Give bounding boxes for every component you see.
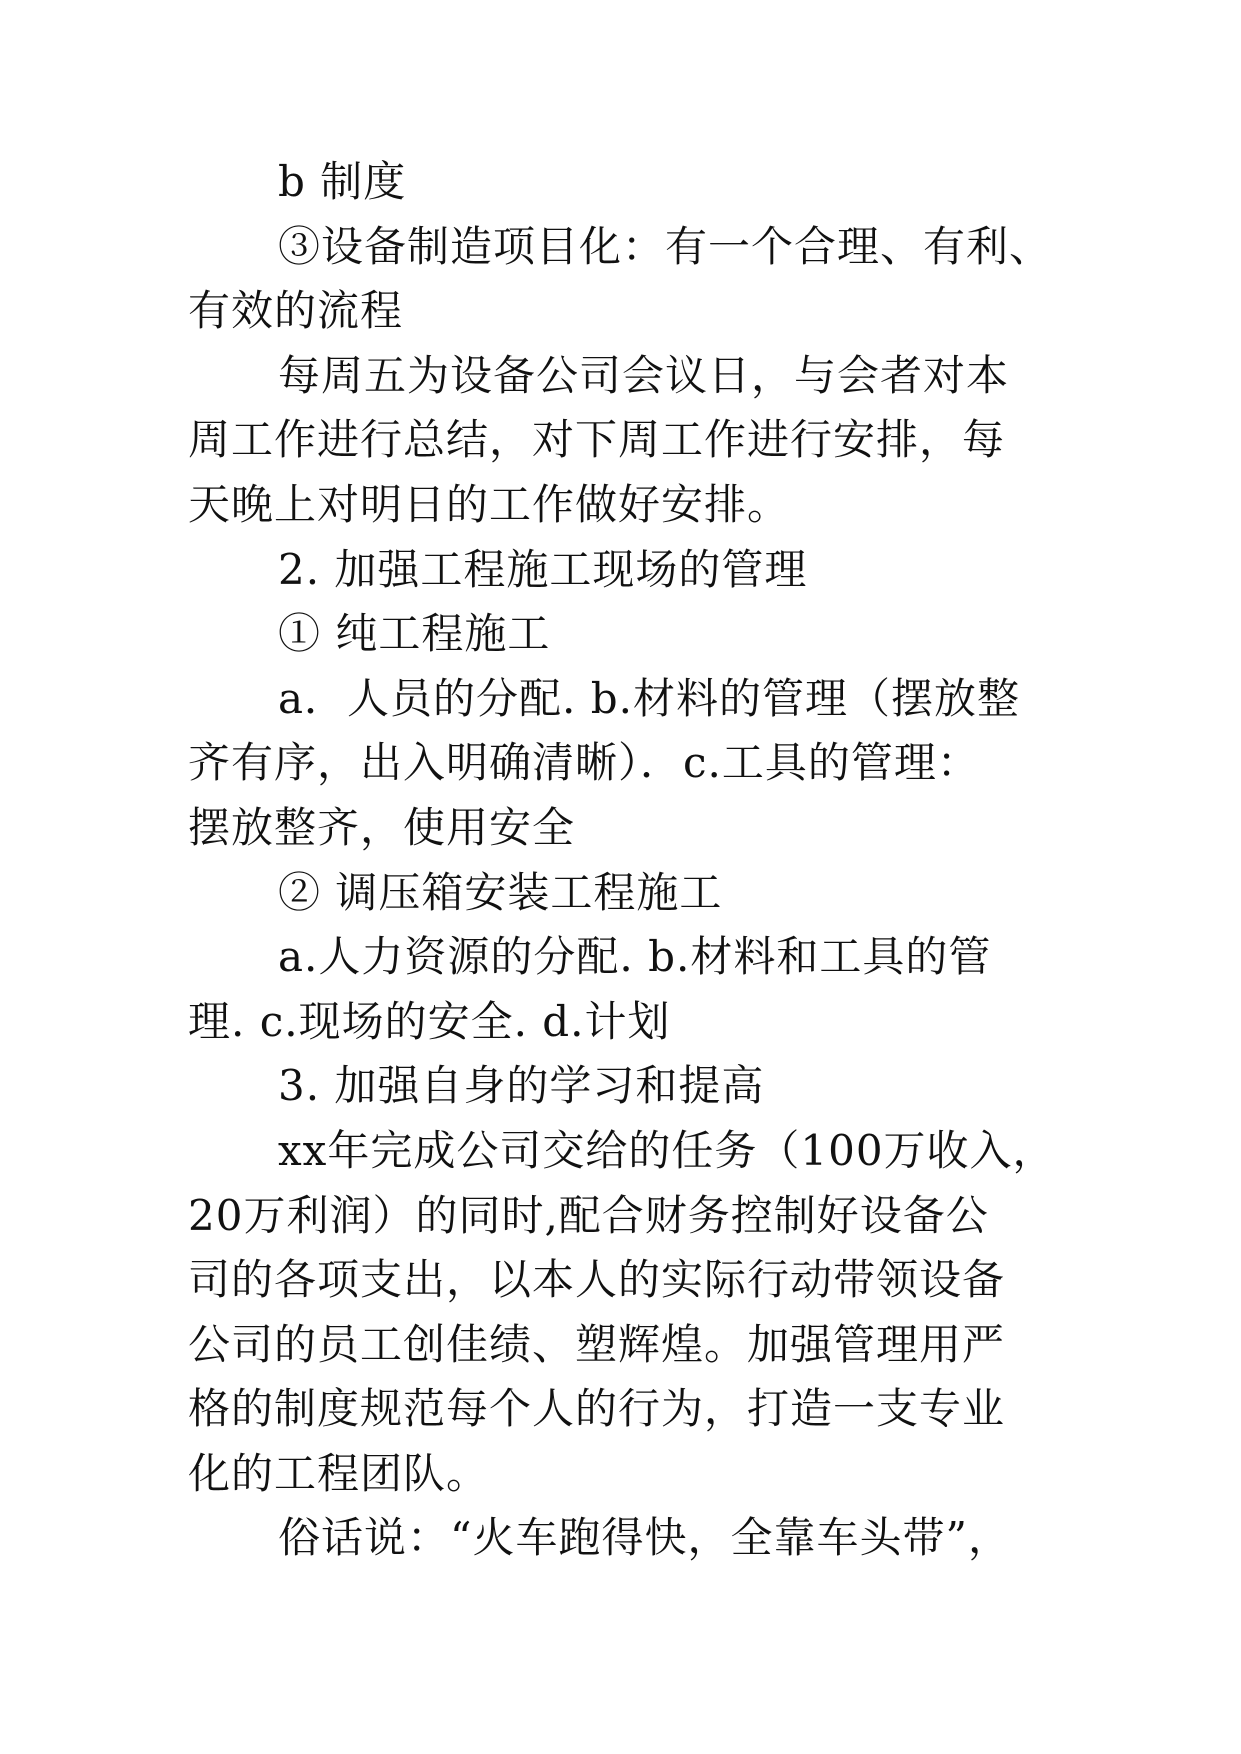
text-line: 20万利润）的同时,配合财务控制好设备公 bbox=[188, 1190, 989, 1240]
document-body bbox=[188, 150, 1060, 1571]
text-line: 2. 加强工程施工现场的管理 bbox=[278, 544, 808, 594]
text-line: 周工作进行总结，对下周工作进行安排，每 bbox=[188, 415, 1006, 465]
text-line: ① 纯工程施工 bbox=[278, 609, 551, 659]
text-line: 格的制度规范每个人的行为，打造一支专业 bbox=[188, 1384, 1006, 1434]
text-line: b 制度 bbox=[278, 157, 407, 206]
text-line: xx年完成公司交给的任务（100万收入， bbox=[278, 1125, 1056, 1175]
text-line: 摆放整齐，使用安全 bbox=[188, 802, 576, 852]
text-line: 每周五为设备公司会议日，与会者对本 bbox=[278, 350, 1010, 400]
text-line: 公司的员工创佳绩、塑辉煌。加强管理用严 bbox=[188, 1319, 1006, 1369]
text-line: 俗话说：“火车跑得快，全靠车头带”， bbox=[278, 1513, 1011, 1563]
text-line: ③设备制造项目化：有一个合理、有利、 bbox=[278, 221, 1053, 271]
text-line: 司的各项支出，以本人的实际行动带领设备 bbox=[188, 1255, 1006, 1305]
text-line: 化的工程团队。 bbox=[188, 1448, 490, 1498]
text-line: a.人力资源的分配. b.材料和工具的管 bbox=[278, 932, 992, 982]
text-line: 天晚上对明日的工作做好安排。 bbox=[188, 479, 791, 529]
text-line: a．人员的分配. b.材料的管理（摆放整 bbox=[278, 673, 1020, 723]
text-line: 理. c.现场的安全. d.计划 bbox=[188, 996, 671, 1046]
text-line: 有效的流程 bbox=[188, 286, 404, 336]
text-line: 3. 加强自身的学习和提高 bbox=[278, 1061, 765, 1111]
text-line: ② 调压箱安装工程施工 bbox=[278, 867, 723, 917]
text-line: 齐有序，出入明确清晰）．c.工具的管理： bbox=[188, 738, 980, 788]
